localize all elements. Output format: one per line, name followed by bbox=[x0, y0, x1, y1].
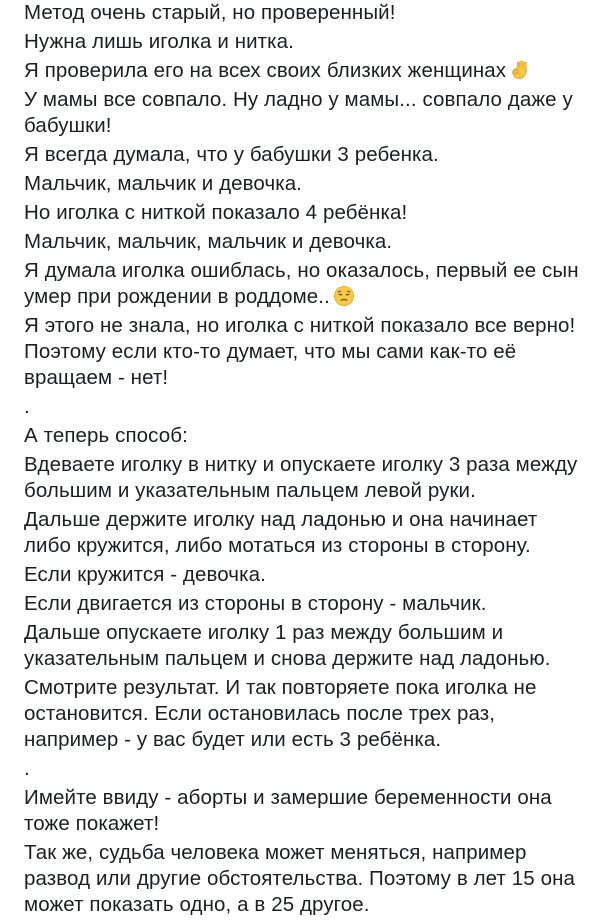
post-line-7: Но иголка с ниткой показало 4 ребёнка! bbox=[24, 201, 408, 224]
post-separator-dot: . bbox=[24, 757, 30, 780]
post-line-6: Мальчик, мальчик и девочка. bbox=[24, 172, 303, 195]
post-body bbox=[24, 0, 584, 921]
post-line-21: Так же, судьба человека может меняться, например развод или другие обстоятельства. Поэтому в лет 15 она может показать одно, а в 25 другое. bbox=[24, 841, 575, 916]
post-line-5: Я всегда думала, что у бабушки 3 ребенка. bbox=[24, 143, 439, 166]
post-separator-dot: . bbox=[24, 395, 30, 418]
post-line-15: Если кружится - девочка. bbox=[24, 563, 266, 586]
pensive-face-icon bbox=[333, 285, 355, 307]
post-line-8: Мальчик, мальчик, мальчик и девочка. bbox=[24, 230, 393, 253]
post-line-18: Смотрите результат. И так повторяете пока иголка не остановится. Если остановилась после трех раз, например - у вас будет или есть 3 ребёнка. bbox=[24, 676, 537, 751]
post-line-20: Имейте ввиду - аборты и замершие беременности она тоже покажет! bbox=[24, 786, 552, 835]
post-line-16: Если двигается из стороны в сторону - мальчик. bbox=[24, 592, 487, 615]
post-line-12: А теперь способ: bbox=[24, 424, 188, 447]
ok-hand-icon bbox=[509, 59, 531, 81]
post-line-13: Вдеваете иголку в нитку и опускаете иголку 3 раза между большим и указательным пальцем левой руки. bbox=[24, 453, 578, 502]
post-line-17: Дальше опускаете иголку 1 раз между большим и указательным пальцем и снова держите над ладонью. bbox=[24, 621, 551, 670]
post-line-1: Метод очень старый, но проверенный! bbox=[24, 1, 396, 24]
post-line-14: Дальше держите иголку над ладонью и она начинает либо кружится, либо мотаться из стороны в сторону. bbox=[24, 508, 538, 557]
post-line-10: Я этого не знала, но иголка с ниткой показало все верно! Поэтому если кто-то думает, что мы сами как-то её вращаем - нет! bbox=[24, 314, 576, 389]
post-line-3: Я проверила его на всех своих близких женщинах bbox=[24, 58, 584, 84]
post-line-9: Я думала иголка ошиблась, но оказалось, первый ее сын умер при рождении в роддоме.. bbox=[24, 259, 579, 308]
post-line-4: У мамы все совпало. Ну ладно у мамы... совпало даже у бабушки! bbox=[24, 88, 573, 137]
post-line-2: Нужна лишь иголка и нитка. bbox=[24, 30, 294, 53]
